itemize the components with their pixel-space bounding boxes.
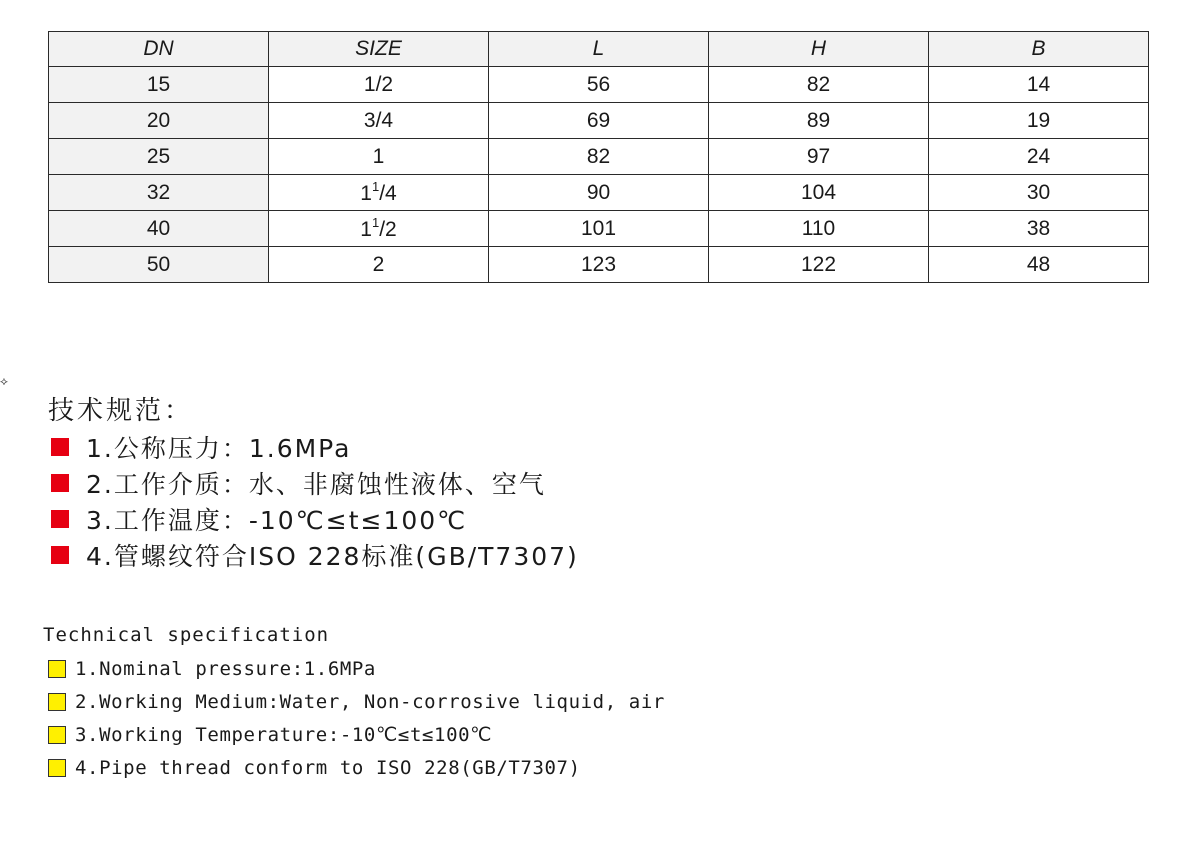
en-spec-item — [43, 685, 665, 718]
cell-l: 69 — [489, 103, 709, 139]
yellow-square-bullet-icon — [48, 693, 66, 711]
table-row — [49, 175, 1149, 211]
cell-b: 19 — [929, 103, 1149, 139]
size-numerator: 1 — [371, 179, 380, 194]
cell-b: 38 — [929, 211, 1149, 247]
cell-h: 122 — [709, 247, 929, 283]
cell-dn: 50 — [49, 247, 269, 283]
header-l: L — [489, 32, 709, 67]
red-square-bullet-icon — [51, 474, 69, 492]
cell-l: 90 — [489, 175, 709, 211]
header-b: B — [929, 32, 1149, 67]
cell-h: 82 — [709, 67, 929, 103]
cell-dn: 20 — [49, 103, 269, 139]
cell-l: 123 — [489, 247, 709, 283]
cell-dn: 32 — [49, 175, 269, 211]
cn-spec-section — [48, 393, 579, 573]
cell-dn: 15 — [49, 67, 269, 103]
en-spec-item — [43, 652, 665, 685]
en-spec-text: 4.Pipe thread conform to ISO 228(GB/T7307) — [75, 756, 581, 779]
cell-size — [269, 67, 489, 103]
table-row — [49, 211, 1149, 247]
size-whole: 2 — [372, 252, 385, 276]
cell-h: 104 — [709, 175, 929, 211]
cell-l: 56 — [489, 67, 709, 103]
header-h: H — [709, 32, 929, 67]
cn-spec-item — [48, 501, 579, 537]
size-numerator: 1 — [371, 215, 380, 230]
size-whole: 1 — [360, 182, 372, 205]
size-fraction: 3/4 — [363, 108, 394, 132]
yellow-square-bullet-icon — [48, 726, 66, 744]
en-spec-text: 2.Working Medium:Water, Non-corrosive liquid, air — [75, 690, 665, 713]
table-row — [49, 247, 1149, 283]
cell-l: 82 — [489, 139, 709, 175]
stray-mark-icon: ⟡ — [0, 374, 8, 388]
table-row — [49, 67, 1149, 103]
cell-b: 24 — [929, 139, 1149, 175]
dimension-table — [48, 31, 1149, 283]
cell-h: 89 — [709, 103, 929, 139]
cn-spec-text: 2.工作介质：水、非腐蚀性液体、空气 — [86, 470, 546, 499]
en-spec-section — [43, 620, 665, 784]
cell-l: 101 — [489, 211, 709, 247]
table-header-row — [49, 32, 1149, 67]
red-square-bullet-icon — [51, 438, 69, 456]
size-denominator: /2 — [379, 218, 397, 241]
cn-spec-item — [48, 429, 579, 465]
en-spec-text: 1.Nominal pressure:1.6MPa — [75, 657, 376, 680]
cell-b: 30 — [929, 175, 1149, 211]
cn-spec-text: 3.工作温度：-10℃≤t≤100℃ — [86, 506, 468, 535]
yellow-square-bullet-icon — [48, 660, 66, 678]
en-spec-text: 3.Working Temperature:-10℃≤t≤100℃ — [75, 723, 493, 746]
cell-size — [269, 139, 489, 175]
header-size: SIZE — [269, 32, 489, 67]
cell-b: 14 — [929, 67, 1149, 103]
cell-b: 48 — [929, 247, 1149, 283]
cell-dn: 25 — [49, 139, 269, 175]
cell-dn: 40 — [49, 211, 269, 247]
en-spec-item — [43, 751, 665, 784]
cn-spec-title: 技术规范： — [48, 396, 194, 426]
en-spec-item — [43, 718, 665, 751]
size-whole: 1 — [372, 144, 385, 168]
en-spec-title: Technical specification — [43, 624, 330, 646]
cn-spec-item — [48, 537, 579, 573]
red-square-bullet-icon — [51, 546, 69, 564]
size-whole: 1 — [360, 218, 372, 241]
header-dn: DN — [49, 32, 269, 67]
cell-size — [269, 175, 489, 211]
size-fraction: 1/2 — [363, 72, 394, 96]
table-row — [49, 139, 1149, 175]
cn-spec-item — [48, 465, 579, 501]
size-denominator: /4 — [379, 182, 397, 205]
cell-size — [269, 211, 489, 247]
cn-spec-text: 1.公称压力：1.6MPa — [86, 434, 352, 463]
cn-spec-text: 4.管螺纹符合ISO 228标准(GB/T7307) — [86, 542, 579, 571]
red-square-bullet-icon — [51, 510, 69, 528]
cell-size — [269, 247, 489, 283]
yellow-square-bullet-icon — [48, 759, 66, 777]
cell-h: 110 — [709, 211, 929, 247]
cell-h: 97 — [709, 139, 929, 175]
table-row — [49, 103, 1149, 139]
cell-size — [269, 103, 489, 139]
